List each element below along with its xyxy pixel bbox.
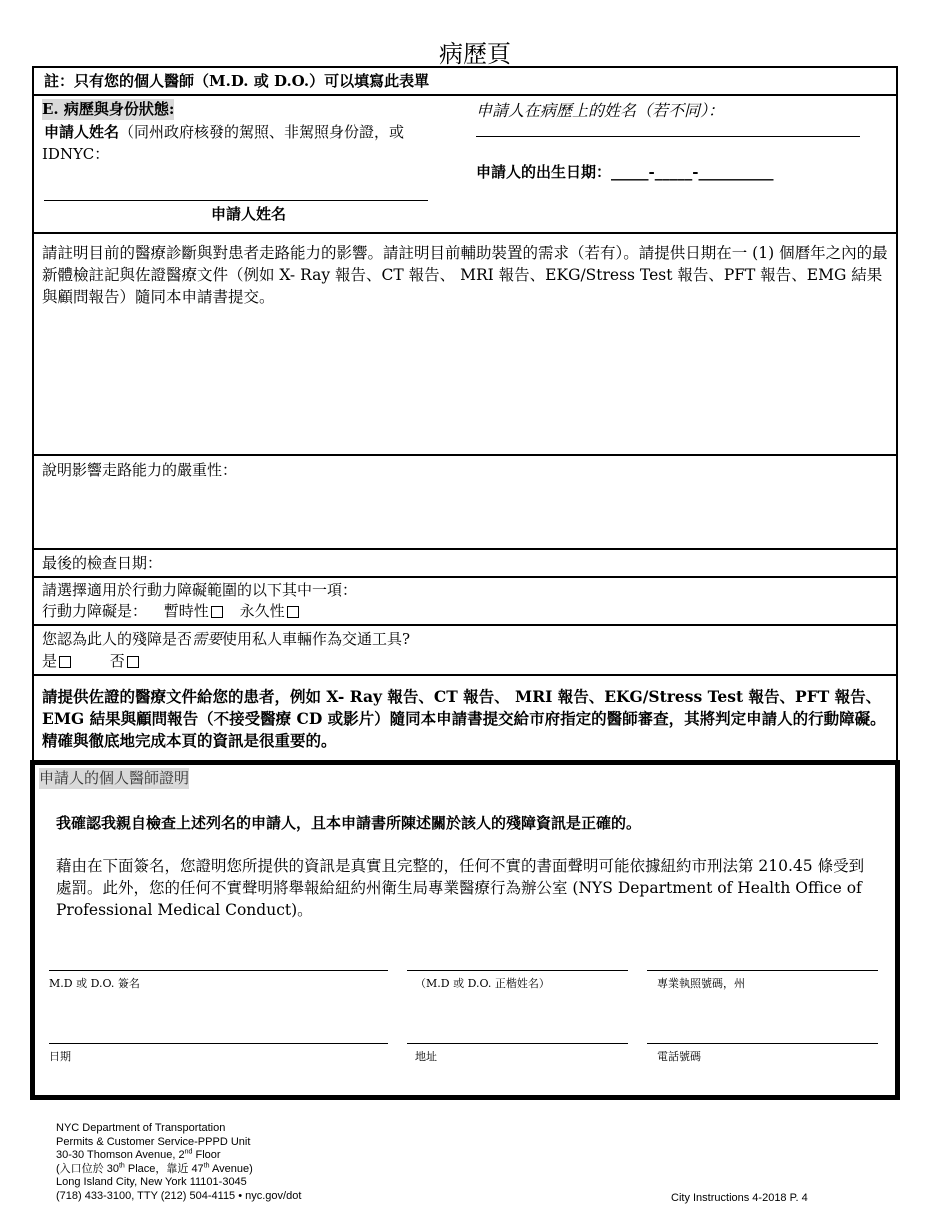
dob-label-text: 申請人的出生日期： <box>476 163 612 181</box>
footer-line-5: Long Island City, New York 11101-3045 <box>56 1176 247 1188</box>
permanent-checkbox[interactable] <box>287 606 299 618</box>
signature-label: M.D 或 D.O. 簽名 <box>49 977 140 990</box>
diagnosis-section[interactable] <box>32 232 898 454</box>
address-line[interactable] <box>407 1043 628 1044</box>
footer-line-3-a: 30-30 Thomson Avenue, 2 <box>56 1149 185 1161</box>
footer-line-4-c: Avenue) <box>209 1162 253 1175</box>
footer-line-4-b: Place，靠近 47 <box>124 1162 204 1175</box>
dob-field[interactable]: _____-_____-__________ <box>611 163 774 181</box>
mobility-section <box>32 576 898 624</box>
applicant-name-label <box>44 122 404 143</box>
applicant-name-label-line2: IDNYC： <box>42 145 110 163</box>
dob-label <box>476 162 773 183</box>
applicant-name-label-rest: （同州政府核發的駕照、非駕照身份證，或 <box>119 123 405 141</box>
date-line[interactable] <box>49 1043 388 1044</box>
print-name-line[interactable] <box>407 970 628 971</box>
note-text: 註：只有您的個人醫師（M.D. 或 D.O.）可以填寫此表單 <box>44 72 430 90</box>
footer-line-6: (718) 433-3100, TTY (212) 504-4115 • nyc.gov/dot <box>56 1189 302 1202</box>
footer-line-1: NYC Department of Transportation <box>56 1122 226 1134</box>
certification-legal-text: 藉由在下面簽名，您證明您所提供的資訊是真實且完整的，任何不實的書面聲明可能依據紐約市刑法第 210.45 條受到處罰。此外，您的任何不實聲明將舉報給紐約州衛生局專業醫療行為辦公室 (NYS Department of Health Office of Professional Medical Conduct)。 <box>56 857 865 919</box>
vehicle-question-emphasis: 需要 <box>192 630 223 648</box>
footer-line-4 <box>56 1163 301 1177</box>
applicant-name-field[interactable] <box>44 200 428 201</box>
certification-section <box>30 760 900 1100</box>
note-row <box>32 66 898 94</box>
mobility-label: 行動力障礙是： <box>42 602 148 620</box>
license-line[interactable] <box>647 970 878 971</box>
signature-line[interactable] <box>49 970 388 971</box>
address-label: 地址 <box>415 1050 437 1063</box>
phone-line[interactable] <box>647 1043 878 1044</box>
documents-notice: 請提供佐證的醫療文件給您的患者，例如 X- Ray 報告、CT 報告、 MRI 報告、EKG/Stress Test 報告、PFT 報告、EMG 結果與顧問報告（不接受醫療 CD 或影片）隨同本申請書提交給市府指定的醫師審查，其將判定申請人的行動障礙。精確與徹底地完成本頁的資訊是很重要的。 <box>42 687 886 750</box>
print-name-label: （M.D 或 D.O. 正楷姓名） <box>415 977 550 990</box>
vehicle-question-part2: 使用私人車輛作為交通工具? <box>222 630 411 648</box>
temporary-checkbox[interactable] <box>211 606 223 618</box>
last-exam-section[interactable] <box>32 548 898 576</box>
permanent-option-label: 永久性 <box>239 602 285 620</box>
documents-notice-section <box>32 674 898 762</box>
yes-label: 是 <box>42 652 58 670</box>
severity-label: 說明影響走路能力的嚴重性： <box>42 461 238 479</box>
vehicle-section <box>32 624 898 674</box>
diagnosis-instructions: 請註明目前的醫療診斷與對患者走路能力的影響。請註明目前輔助裝置的需求（若有）。請提供日期在一 (1) 個曆年之內的最新體檢註記與佐證醫療文件（例如 X- Ray 報告、CT 報告、 MRI 報告、EKG/Stress Test 報告、PFT 報告、EMG 結果與顧問報告）隨同本申請書提交。 <box>42 244 888 306</box>
vehicle-question <box>42 629 410 650</box>
section-e <box>32 94 898 232</box>
footer-line-4-a: (入口位於 30 <box>56 1162 119 1175</box>
date-label: 日期 <box>49 1050 71 1063</box>
no-label: 否 <box>109 652 125 670</box>
footer-line-3 <box>56 1149 301 1163</box>
certification-heading: 申請人的個人醫師證明 <box>39 769 190 787</box>
temporary-option-label: 暫時性 <box>163 602 209 620</box>
alt-name-label: 申請人在病歷上的姓名（若不同）： <box>476 101 725 120</box>
certification-statement: 我確認我親自檢查上述列名的申請人，且本申請書所陳述關於該人的殘障資訊是正確的。 <box>56 814 642 832</box>
footer-line-2: Permits & Customer Service-PPPD Unit <box>56 1135 251 1148</box>
vehicle-question-part1: 您認為此人的殘障是否 <box>42 630 193 648</box>
footer-line-4-sup2: th <box>203 1161 210 1169</box>
page-title: 病歷頁 <box>439 40 511 68</box>
alt-name-field[interactable] <box>476 136 860 137</box>
page-reference: City Instructions 4-2018 P. 4 <box>671 1192 808 1204</box>
applicant-name-label-bold: 申請人姓名 <box>44 123 120 141</box>
no-checkbox[interactable] <box>127 656 139 668</box>
mobility-options <box>42 601 301 622</box>
footer-line-3-sup: nd <box>184 1148 193 1156</box>
vehicle-options <box>42 651 141 672</box>
footer-address <box>56 1122 301 1203</box>
section-e-heading: E. 病歷與身份狀態: <box>42 100 175 118</box>
mobility-prompt: 請選擇適用於行動力障礙範圍的以下其中一項： <box>42 581 358 599</box>
footer-line-3-b: Floor <box>192 1149 221 1161</box>
last-exam-label: 最後的檢查日期： <box>42 554 163 572</box>
yes-checkbox[interactable] <box>59 656 71 668</box>
license-label: 專業執照號碼，州 <box>657 977 745 990</box>
footer-line-4-sup1: th <box>118 1161 125 1169</box>
phone-label: 電話號碼 <box>657 1050 701 1063</box>
severity-section[interactable] <box>32 454 898 548</box>
applicant-name-caption: 申請人姓名 <box>211 205 287 223</box>
